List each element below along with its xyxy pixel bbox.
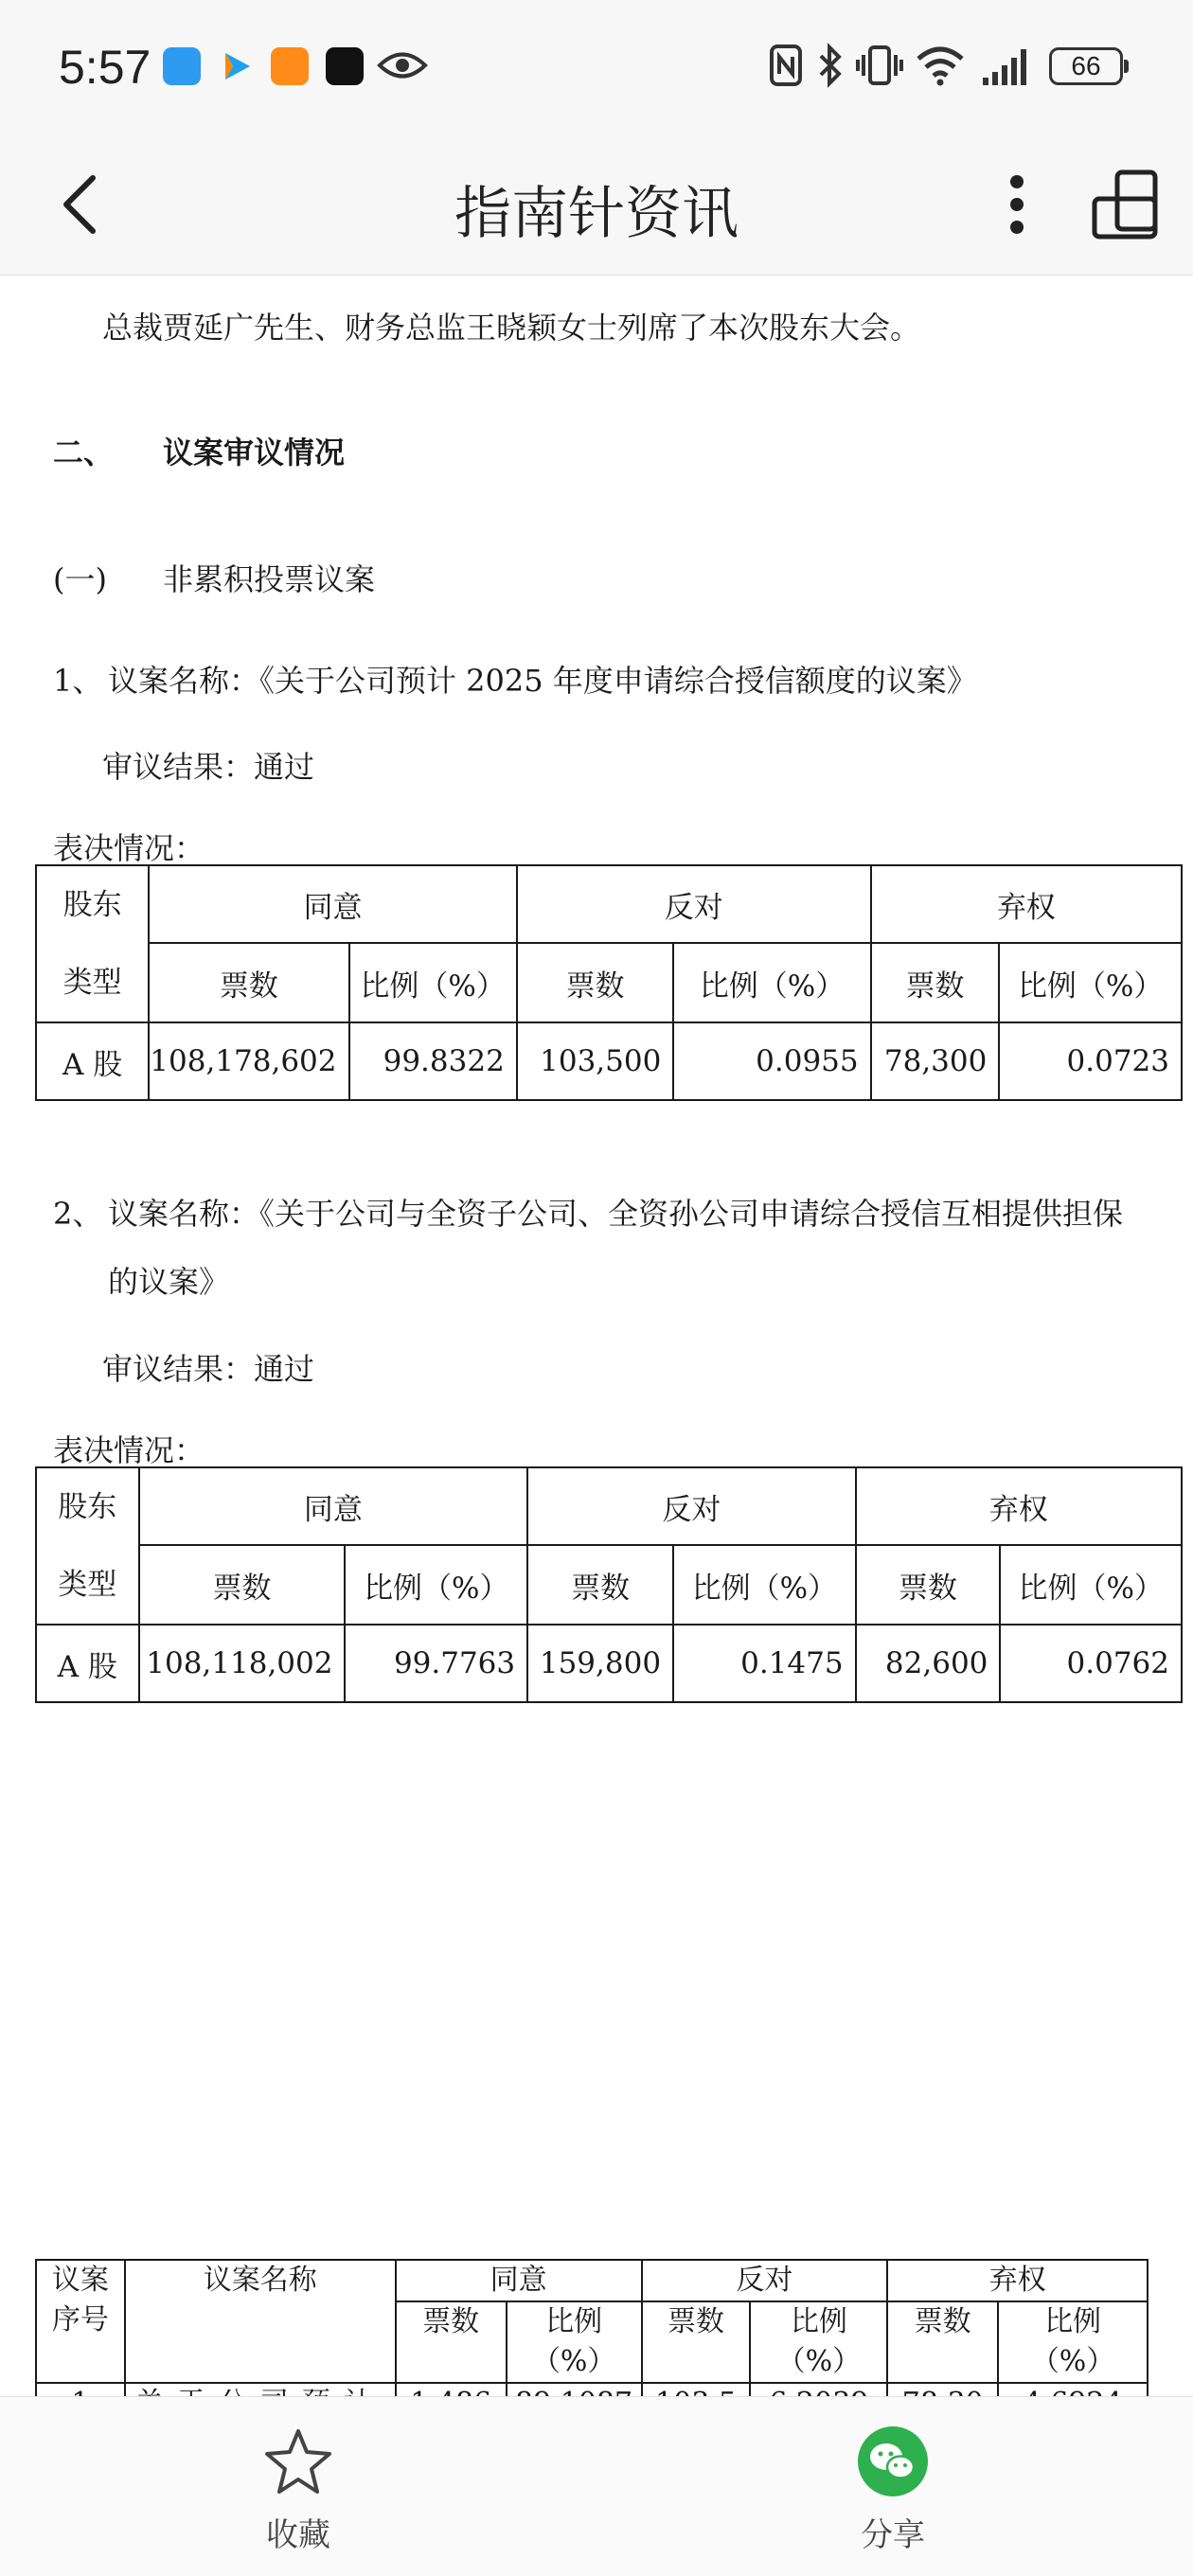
header-seq: 议案 序号 [36,2260,125,2383]
header-votes: 票数 [517,943,674,1022]
header-agree: 同意 [149,865,517,943]
share-label: 分享 [861,2516,925,2554]
header-motion-name: 议案名称 [125,2260,396,2383]
bottom-action-bar [0,2396,1193,2576]
vote-table [35,864,1183,1101]
status-time: 5:57 [59,41,151,94]
header-votes: 票数 [887,2301,998,2383]
agree-votes-cell: 108,118,002 [139,1625,346,1702]
header-ratio: 比例（%） [673,1545,856,1625]
against-votes-cell: 103,500 [517,1022,674,1100]
motion-result: 审议结果：通过 [102,1351,315,1387]
header-ratio: 比例（%） [349,943,517,1022]
wifi-icon [915,44,966,87]
favorite-button[interactable] [204,2425,393,2555]
motion-number: 2、 [53,1196,103,1232]
header-ratio: 比例（%） [673,943,870,1022]
document-viewer[interactable] [0,275,1193,2396]
against-ratio-cell: 0.0955 [673,1022,870,1100]
signal-icon [981,44,1034,87]
minority-table-clip [0,2253,1193,2396]
star-icon [262,2425,334,2497]
subsection-title: 非累积投票议案 [163,561,376,597]
motion-title: 议案名称：《关于公司与全资子公司、全资孙公司申请综合授信互相提供担保 [108,1196,1124,1232]
header-agree: 同意 [396,2260,642,2301]
header-ratio: 比例 （%） [750,2301,887,2383]
share-button[interactable] [798,2425,988,2555]
header-votes: 票数 [871,943,1000,1022]
battery-indicator: 66 [1049,47,1123,85]
agree-votes-cell: 108,178,602 [149,1022,348,1100]
header-agree: 同意 [139,1467,528,1545]
header-votes: 票数 [642,2301,751,2383]
header-votes: 票数 [856,1545,1001,1625]
abstain-ratio-cell: 0.0762 [1000,1625,1182,1702]
abstain-votes-cell: 78,300 [871,1022,1000,1100]
header-ratio: 比例（%） [999,943,1182,1022]
table-row [36,1625,1182,1702]
against-votes-cell: 159,800 [527,1625,673,1702]
motion-title: 议案名称：《关于公司预计 2025 年度申请综合授信额度的议案》 [108,663,977,699]
status-bar [0,0,1193,133]
wechat-icon [857,2425,929,2497]
abstain-ratio-cell: 0.0723 [999,1022,1182,1100]
share-type-cell: A 股 [36,1625,139,1702]
vote-label: 表决情况： [53,830,205,866]
vote-label: 表决情况： [53,1432,205,1468]
header-abstain: 弃权 [887,2260,1148,2301]
header-votes: 票数 [139,1545,346,1625]
header-shareholder-type: 股东 类型 [36,865,149,1022]
agree-ratio-cell: 99.7763 [345,1625,527,1702]
against-ratio-cell: 0.1475 [673,1625,856,1702]
header-against: 反对 [527,1467,855,1545]
eye-icon [377,49,428,81]
vote-table [35,1466,1183,1703]
video-app-icon [218,47,256,85]
page-title: 指南针资讯 [454,181,739,247]
header-votes: 票数 [149,943,348,1022]
favorite-label: 收藏 [266,2516,330,2554]
header-ratio: 比例（%） [1000,1545,1182,1625]
header-abstain: 弃权 [856,1467,1182,1545]
header-ratio: 比例 （%） [507,2301,642,2383]
section-title: 议案审议情况 [163,435,346,471]
share-type-cell: A 股 [36,1022,149,1100]
bluetooth-icon [816,44,845,87]
vibrate-icon [856,44,903,87]
table-row [36,1022,1182,1100]
motion-result: 审议结果：通过 [102,749,315,785]
header-against: 反对 [642,2260,888,2301]
intro-line: 总裁贾延广先生、财务总监王晓颖女士列席了本次股东大会。 [102,310,921,346]
header-votes: 票数 [396,2301,507,2383]
chat-app-icon [326,47,364,85]
rotate-screen-icon[interactable] [1089,167,1165,242]
message-app-icon [163,47,201,85]
abstain-votes-cell: 82,600 [856,1625,1001,1702]
header-shareholder-type: 股东 类型 [36,1467,139,1625]
header-ratio: 比例 （%） [998,2301,1148,2383]
header-abstain: 弃权 [871,865,1182,943]
agree-ratio-cell: 99.8322 [349,1022,517,1100]
app-header [0,133,1193,275]
motion-title-continued: 的议案》 [108,1264,230,1300]
section-number: 二、 [53,435,115,471]
subsection-number: (一) [53,561,107,597]
header-ratio: 比例（%） [345,1545,527,1625]
motion-number: 1、 [53,663,103,699]
header-votes: 票数 [527,1545,673,1625]
nfc-icon [769,44,803,87]
header-against: 反对 [517,865,871,943]
shopping-app-icon [271,47,309,85]
more-options-icon[interactable] [994,167,1040,242]
